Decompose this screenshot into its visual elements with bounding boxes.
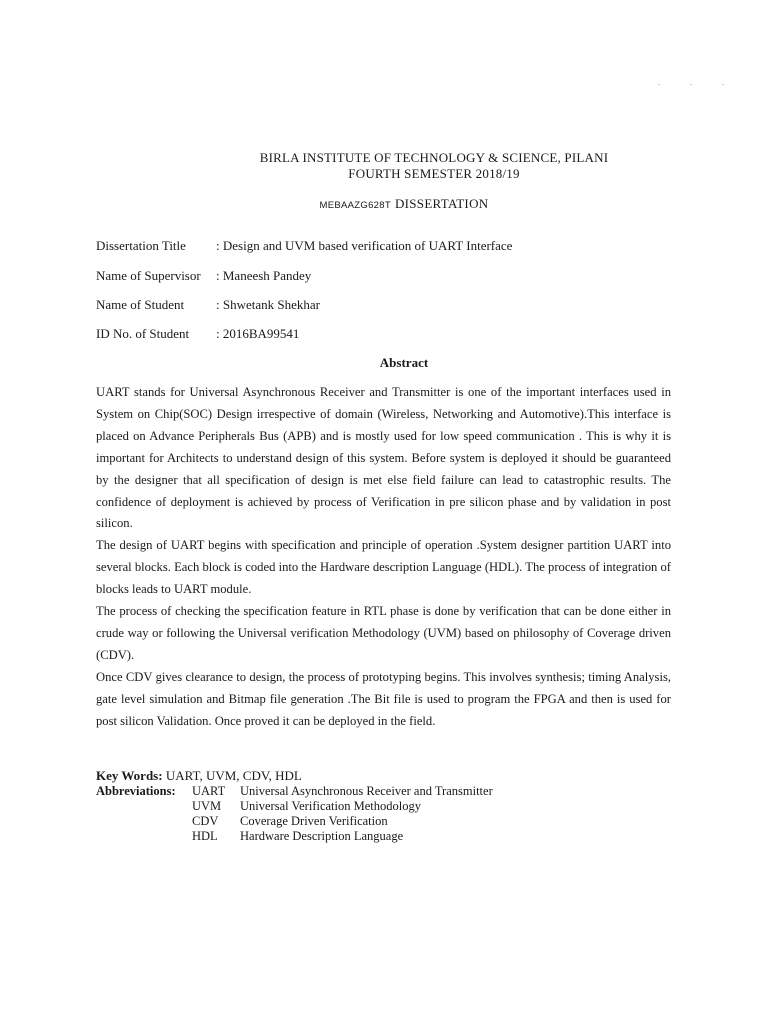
detail-value: : Shwetank Shekhar xyxy=(216,297,320,312)
scan-specks-decoration: . . . xyxy=(658,78,738,87)
abstract-body xyxy=(96,382,671,733)
abbreviation-row xyxy=(96,784,493,799)
course-word: DISSERTATION xyxy=(394,196,489,211)
detail-row-supervisor xyxy=(96,268,311,284)
detail-label: Name of Student xyxy=(96,297,185,312)
abbreviation-key: UART xyxy=(192,784,226,798)
abbreviations-label: Abbreviations: xyxy=(96,784,176,798)
abbreviation-row xyxy=(96,814,388,829)
abbreviation-value: Hardware Description Language xyxy=(240,829,404,843)
institute-name: BIRLA INSTITUTE OF TECHNOLOGY & SCIENCE, PILANI xyxy=(259,150,609,165)
abbreviation-key: CDV xyxy=(192,814,219,828)
detail-label: Dissertation Title xyxy=(96,238,186,253)
abstract-paragraph: Once CDV gives clearance to design, the process of prototyping begins. This involves synthesis; timing Analysis, gate level simulation and Bitmap file generation .The Bit file is used to program the FPGA and then is used for post silicon Validation. Once proved it can be deployed in the field. xyxy=(96,669,671,728)
abbreviation-value: Universal Verification Methodology xyxy=(240,799,421,813)
abstract-paragraph: The design of UART begins with specification and principle of operation .System designer partition UART into several blocks. Each block is coded into the Hardware description Language (HDL). The process of integration of blocks leads to UART module. xyxy=(96,538,671,597)
abstract-paragraph: The process of checking the specification feature in RTL phase is done by verification that can be done either in crude way or following the Universal verification Methodology (UVM) based on philosophy of Coverage driven (CDV). xyxy=(96,604,671,662)
detail-row-title xyxy=(96,238,512,254)
keywords-line xyxy=(96,768,302,783)
detail-value: : Design and UVM based verification of UART Interface xyxy=(216,238,513,253)
detail-label: Name of Supervisor xyxy=(96,268,201,283)
abbreviation-key: HDL xyxy=(192,829,218,843)
course-heading xyxy=(0,195,768,213)
detail-value: : Maneesh Pandey xyxy=(216,268,312,283)
abbreviation-value: Coverage Driven Verification xyxy=(240,814,388,828)
detail-value: : 2016BA99541 xyxy=(216,326,300,341)
keywords-label: Key Words: xyxy=(96,768,163,783)
semester-line: FOURTH SEMESTER 2018/19 xyxy=(348,166,520,181)
abstract-paragraph: UART stands for Universal Asynchronous Receiver and Transmitter is one of the important interfaces used in System on Chip(SOC) Design irrespective of domain (Wireless, Networking and Automotive).This interface is placed on Advance Peripherals Bus (APB) and is mostly used for low speed communication . This is why it is important for Architects to understand design of this system. Before system is deployed it should be guaranteed by the designer that all specification of design is met else field failure can lead to catastrophic results. The confidence of deployment is achieved by process of Verification in pre silicon phase and by validation in post silicon. xyxy=(96,385,671,531)
abbreviation-row xyxy=(96,829,403,844)
abbreviation-row xyxy=(96,799,421,814)
keywords-value: UART, UVM, CDV, HDL xyxy=(165,768,302,783)
detail-row-id xyxy=(96,326,299,342)
detail-row-student xyxy=(96,297,320,313)
abstract-heading: Abstract xyxy=(379,355,429,370)
detail-label: ID No. of Student xyxy=(96,326,190,341)
abbreviation-key: UVM xyxy=(192,799,222,813)
abbreviation-value: Universal Asynchronous Receiver and Transmitter xyxy=(240,784,493,798)
course-code: MEBAAZG628T xyxy=(319,200,391,211)
